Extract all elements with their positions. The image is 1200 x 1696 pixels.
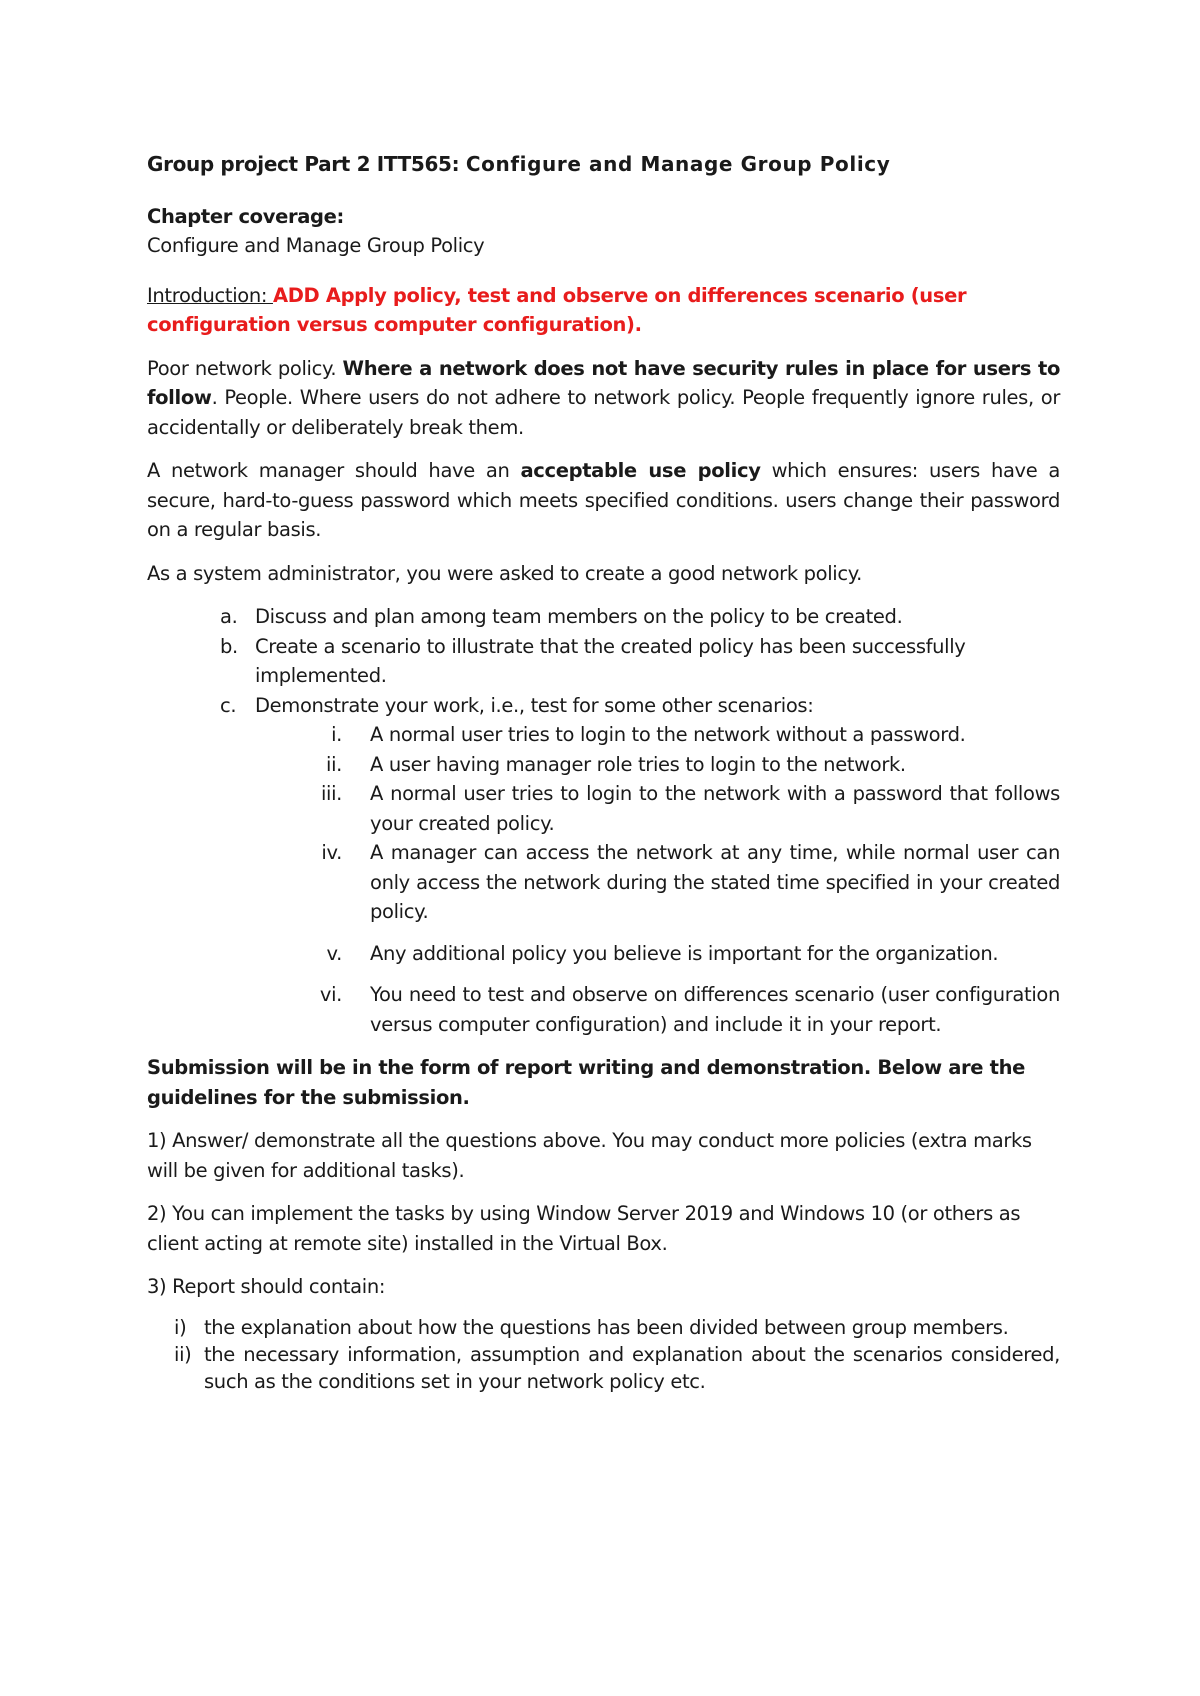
list-item-text: the explanation about how the questions has been divided between group members. — [204, 1315, 1009, 1339]
submission-heading: Submission will be in the form of report writing and demonstration. Below are the guidelines for the submission. — [147, 1056, 1026, 1109]
para2-text-c: which ensures: users have a secure, hard-to-guess password which meets specified conditions. users change their password on a regular basis. — [147, 459, 1060, 541]
list-item — [174, 1314, 1060, 1341]
list-item — [331, 720, 1060, 750]
paragraph-poor-policy — [147, 354, 1060, 443]
list-item-text: You need to test and observe on differences scenario (user configuration versus computer configuration) and include it in your report. — [370, 983, 1060, 1036]
list-item-text: Any additional policy you believe is important for the organization. — [370, 941, 999, 965]
paragraph-sysadmin: As a system administrator, you were asked to create a good network policy. — [147, 561, 863, 585]
list-item — [319, 980, 1060, 1039]
document-title — [147, 150, 1060, 180]
list-marker: v. — [326, 941, 342, 965]
introduction — [147, 281, 1060, 340]
title-prefix: Group project Part 2 ITT565: — [147, 152, 466, 176]
report-content-list — [147, 1314, 1060, 1395]
guideline-2: 2) You can implement the tasks by using Window Server 2019 and Windows 10 (or others as client acting at remote site) installed in the Virtual Box. — [147, 1202, 1021, 1255]
intro-label: Introduction: — [147, 283, 273, 307]
list-item-text: Demonstrate your work, i.e., test for some other scenarios: — [255, 693, 814, 717]
chapter-heading: Chapter coverage: — [147, 204, 344, 228]
list-marker: c. — [220, 693, 237, 717]
guideline-1: 1) Answer/ demonstrate all the questions above. You may conduct more policies (extra marks will be given for additional tasks). — [147, 1129, 1032, 1182]
list-item — [220, 632, 1060, 691]
task-list — [147, 602, 1060, 1039]
list-marker: ii. — [326, 752, 342, 776]
list-item-text: A user having manager role tries to login to the network. — [370, 752, 906, 776]
title-main: Configure and Manage Group Policy — [465, 152, 891, 176]
list-marker: a. — [220, 605, 238, 628]
list-marker: b. — [220, 634, 238, 658]
list-marker: i. — [331, 723, 342, 746]
list-item-text: Create a scenario to illustrate that the created policy has been successfully implemented. — [255, 634, 966, 687]
list-item-text: the necessary information, assumption and explanation about the scenarios considered, such as the conditions set in your network policy etc. — [204, 1342, 1060, 1393]
list-marker: iv. — [321, 841, 342, 864]
para1-text-a: Poor network policy. — [147, 356, 343, 380]
paragraph-acceptable-use — [147, 456, 1060, 545]
list-item-text: Discuss and plan among team members on the policy to be created. — [255, 605, 903, 628]
para2-bold: acceptable use policy — [520, 459, 761, 482]
guideline-3: 3) Report should contain: — [147, 1275, 386, 1298]
document-page — [147, 150, 1060, 1395]
list-marker: vi. — [319, 983, 342, 1006]
list-item — [174, 1341, 1060, 1395]
list-marker: iii. — [320, 782, 342, 805]
chapter-text: Configure and Manage Group Policy — [147, 234, 485, 257]
list-item — [220, 602, 1060, 632]
list-item — [220, 691, 1060, 1040]
para2-text-a: A network manager should have an — [147, 459, 521, 482]
list-marker: i) — [174, 1315, 187, 1339]
list-item — [326, 939, 1060, 969]
scenario-list — [255, 720, 1060, 1039]
list-item — [321, 838, 1060, 927]
list-marker: ii) — [174, 1342, 192, 1366]
list-item — [320, 779, 1060, 838]
list-item — [326, 750, 1060, 780]
list-item-text: A normal user tries to login to the network without a password. — [370, 723, 966, 746]
list-item-text: A normal user tries to login to the network with a password that follows your created policy. — [370, 782, 1060, 835]
intro-highlight: ADD Apply policy, test and observe on differences scenario (user configuration versus computer configuration). — [147, 283, 967, 336]
list-item-text: A manager can access the network at any time, while normal user can only access the network during the stated time specified in your created policy. — [370, 841, 1060, 923]
para1-bold: Where a network does not have security rules in place for users to follow — [147, 356, 1060, 409]
para1-text-c: . People. Where users do not adhere to network policy. People frequently ignore rules, or accidentally or deliberately break them. — [147, 386, 1060, 439]
